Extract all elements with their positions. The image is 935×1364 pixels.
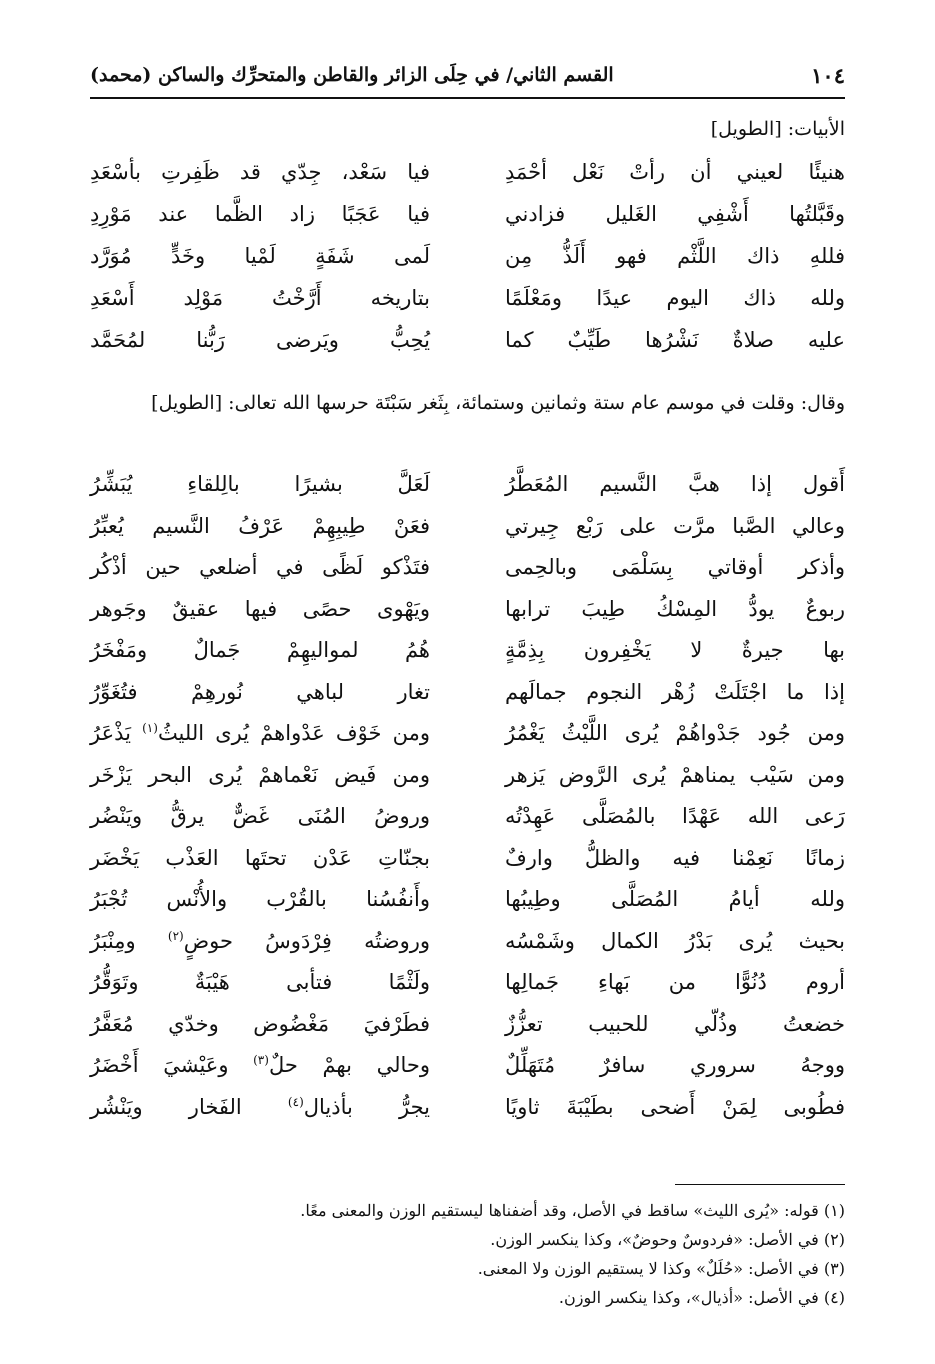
footnote: (٢) في الأصل: «فردوسٌ وحوضٌ»، وكذا ينكسر الوزن. — [490, 1230, 845, 1249]
poem-1 — [90, 160, 845, 370]
verse-first-hemistich: بحيث يُرى بَدْرُ الكمال وشَمْسُه — [505, 928, 845, 953]
verse-second-hemistich: لَمى شَفَةٍ لَمْيا وخَدٍّ مُوَرَّد — [90, 244, 430, 268]
verse — [90, 1012, 845, 1054]
footnote-marker: (١) — [142, 721, 158, 735]
footnote-marker: (٤) — [287, 1094, 304, 1109]
footnote-rule — [675, 1184, 845, 1185]
verse — [90, 514, 845, 556]
footnote-marker: (٢) — [167, 928, 184, 943]
verse-first-hemistich: ومن جُود جَدْواهُمْ يُرى اللَّيْثُ يَغْمُرُ — [505, 721, 845, 745]
verse — [90, 763, 845, 805]
verse-first-hemistich: ولله أيامُ المُصَلَّى وطِيبُها — [505, 887, 845, 911]
verse-second-hemistich: وروضُ المُنَى غَضٌّ يرقُّ ويَنْضُر — [90, 804, 430, 828]
book-page — [90, 0, 845, 1364]
verse-first-hemistich: زمانًا نَعِمْنا فيه والظلُّ وارفٌ — [505, 845, 845, 870]
verse-second-hemistich: ولَثْمًا فتأبى هَيْبَةٌ وتَوَقُّرُ — [90, 970, 430, 994]
verse — [90, 638, 845, 680]
verse — [90, 804, 845, 846]
intro-paragraph: وقال: وقلت في موسم عام ستة وثمانين وستمائة، بِثَغر سَبْتَة حرسها الله تعالى: [الطويل] — [151, 392, 845, 414]
verse-second-hemistich: وروضتُه فِرْدَوسُ حوضٍ$^{(٢)}$ ومِنْبَرُ — [90, 928, 430, 953]
verse-first-hemistich: وعالي الصَّبا مرَّت على رَبْع جِيرتي — [505, 513, 845, 538]
header-rule — [90, 97, 845, 99]
verse — [90, 970, 845, 1012]
running-header — [90, 58, 845, 92]
verse-first-hemistich: فطُوبى لِمَنْ أَضحى بطَيْبَةَ ثاويًا — [505, 1094, 845, 1119]
verse — [90, 472, 845, 514]
verse — [90, 286, 845, 328]
verse-second-hemistich: بتاريخه أَرَّخْتُ مَوْلِد أَسْعَدِ — [90, 286, 430, 310]
verse-first-hemistich: فللهِ ذاك اللَّثْم فهو أَلَذُّ مِن — [505, 244, 845, 268]
verse — [90, 929, 845, 971]
footnote: (١) قوله: «يُرى الليث» ساقط في الأصل، وقد أضفناها ليستقيم الوزن والمعنى معًا. — [300, 1201, 845, 1220]
verse-second-hemistich: لَعَلَّ بشيرًا بالِلقاءِ يُبَشِّرُ — [90, 472, 430, 496]
verse — [90, 887, 845, 929]
running-title: القسم الثاني/ في حِلَى الزائر والقاطن والمتحرِّك والساكن (محمد) — [90, 64, 614, 86]
footnote: (٣) في الأصل: «حُلَلٌ» وكذا لا يستقيم الوزن ولا المعنى. — [477, 1259, 845, 1278]
verse-second-hemistich: وحالي بهمْ حلٌ$^{(٣)}$ وعَيْشيَ أَخْضَرُ — [90, 1053, 430, 1077]
footnote-marker: (٣) — [253, 1053, 269, 1067]
verse-first-hemistich: وأذكر أوقاتي بِسَلْمَى وبالحِمى — [505, 555, 845, 579]
footnotes — [90, 1196, 845, 1312]
verse-second-hemistich: هُمُ لمواليهِمْ جَمالٌ ومَفْخَرُ — [90, 638, 430, 662]
verse-second-hemistich: فعَنْ طِيبِهِمْ عَرْفُ النَّسيم يُعبِّرُ — [90, 513, 430, 538]
verse-second-hemistich: ويَهْوى حصًى فيها عقيقٌ وجَوهر — [90, 596, 430, 621]
verse-first-hemistich: إذا ما اجْتَلَتْ زُهْر النجوم جمالَهم — [505, 679, 845, 704]
verse-first-hemistich: ووجهُ سروري سافرٌ مُتَهَلِّلٌ — [505, 1053, 845, 1077]
verse-first-hemistich: ربوعٌ يودُّ المِسْكُ طِيبَ ترابها — [505, 596, 845, 621]
verse-second-hemistich: فطَرْفيَ مَغْضُوض وخدّي مُعَفَّرُ — [90, 1011, 430, 1036]
verse-second-hemistich: يجرُّ بأذيال$^{(٤)}$ الفَخار ويَنْشُر — [90, 1094, 430, 1119]
verse — [90, 202, 845, 244]
poem-2 — [90, 472, 845, 1136]
verse-second-hemistich: ومن خَوْف عَدْواهمْ يُرى الليثُ$^{(١)}$ يَذْعَرُ — [90, 721, 430, 745]
verse-first-hemistich: رَعى الله عَهْدًا بالمُصَلَّى عَهِدْتُه — [505, 804, 845, 828]
verse — [90, 244, 845, 286]
verse-second-hemistich: وأَنفُسُنا بالقُرْب والأُنْس تُجْبَرُ — [90, 887, 430, 911]
verse-first-hemistich: ولله ذاك اليوم عيدًا ومَعْلَمًا — [505, 286, 845, 310]
page-number: ١٠٤ — [811, 62, 845, 88]
verse-second-hemistich: تغار لباهي نُورهِمْ فتُغَوِّرُ — [90, 679, 430, 704]
verse-first-hemistich: بها جيرةٌ لا يَخْفِرون بِذِمَّةٍ — [505, 638, 845, 662]
verse-first-hemistich: أروم دُنُوًّا من بَهاءِ جَمالِها — [505, 970, 845, 994]
verse-second-hemistich: ومن فَيض نَعْماهمْ يُرى البحر يَزْخَر — [90, 762, 430, 787]
footnote: (٤) في الأصل: «أذيال»، وكذا ينكسر الوزن. — [558, 1288, 845, 1307]
verse — [90, 555, 845, 597]
verse-first-hemistich: وقَبَّلتُها أَشْفِي الغَليل فزادني — [505, 202, 845, 226]
verse — [90, 1053, 845, 1095]
verse-first-hemistich: خضعتُ وذُلّي للحبيب تعزُّزٌ — [505, 1011, 845, 1036]
verse — [90, 680, 845, 722]
verse-first-hemistich: ومن سَيْب يمناهمْ يُرى الرَّوض يَزهر — [505, 762, 845, 787]
verse-second-hemistich: فتَذْكو لَظًى في أضلعي حين أذْكُر — [90, 555, 430, 579]
verse — [90, 846, 845, 888]
verse-first-hemistich: هنيئًا لعيني أن رأتْ نَعْل أحْمَدِ — [505, 160, 845, 184]
verse — [90, 597, 845, 639]
verse-second-hemistich: فيا سَعْد، جِدّي قد ظَفِرتِ بأسْعَدِ — [90, 160, 430, 184]
verse-second-hemistich: بجنّاتِ عَدْن تحتَها العَذْب يَخْضَر — [90, 845, 430, 870]
verse-first-hemistich: عليه صلاةٌ نَشْرُها طَيِّبٌ كما — [505, 328, 845, 352]
verse-second-hemistich: فيا عَجَبًا زاد الظَّما عند مَوْرِدِ — [90, 202, 430, 226]
verse-second-hemistich: يُحِبُّ ويَرضى رَبُّنا لمُحَمَّد — [90, 328, 430, 352]
verse — [90, 1095, 845, 1137]
verse — [90, 721, 845, 763]
verse — [90, 160, 845, 202]
meter-label: الأبيات: [الطويل] — [710, 118, 845, 140]
verse — [90, 328, 845, 370]
verse-first-hemistich: أَقول إذا هبَّ النَّسيم المُعَطَّرُ — [505, 472, 845, 496]
